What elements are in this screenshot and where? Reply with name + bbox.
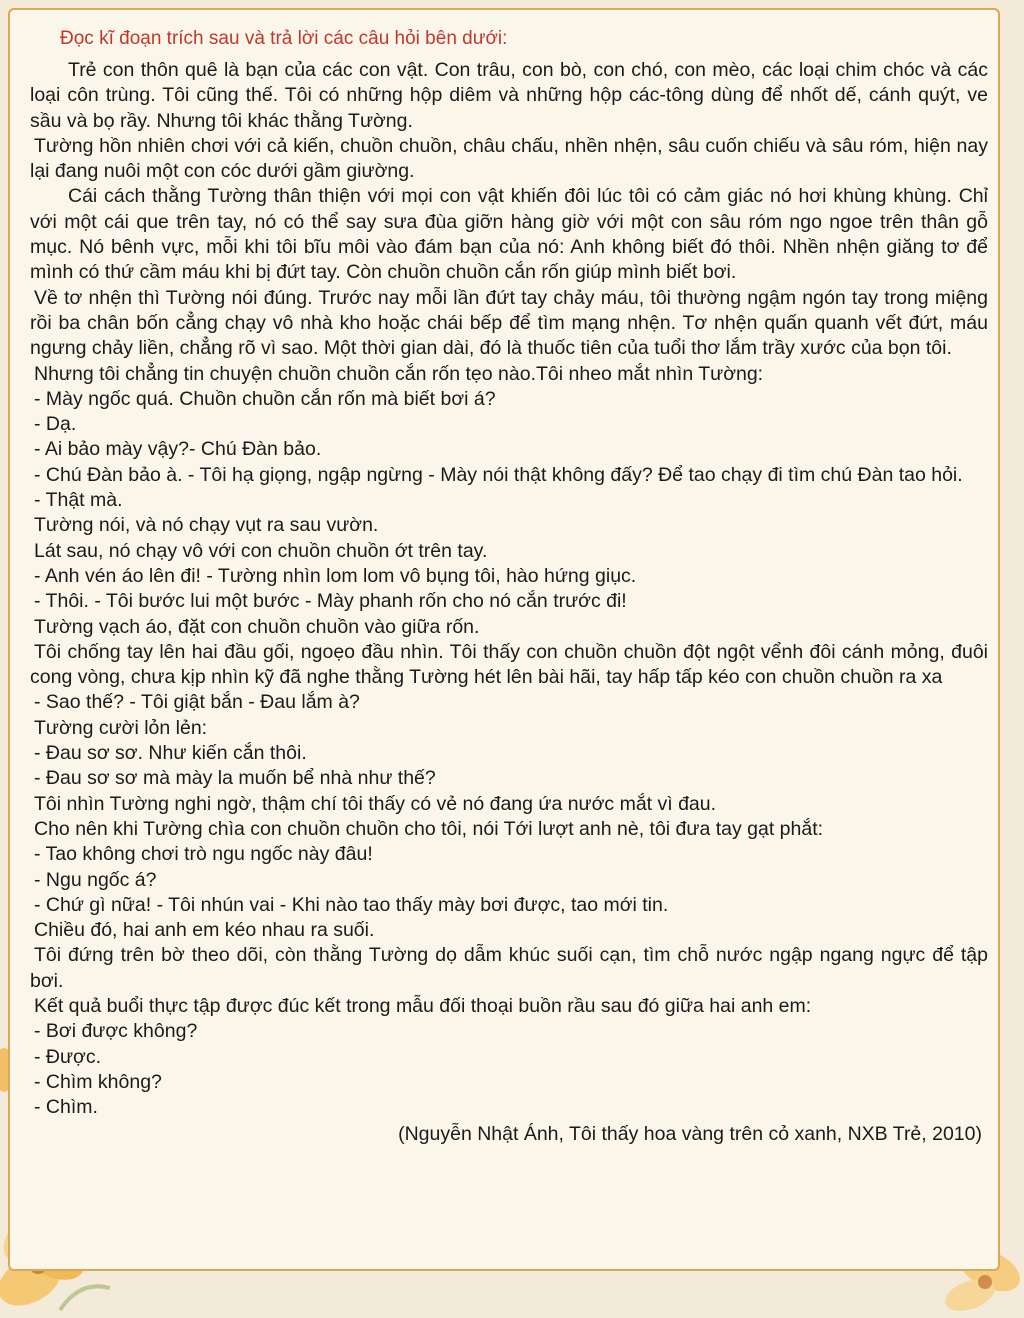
paragraph: Tôi đứng trên bờ theo dõi, còn thằng Tường dọ dẫm khúc suối cạn, tìm chỗ nước ngập ngang ngực để tập bơi. — [30, 944, 988, 992]
paragraph: Chiều đó, hai anh em kéo nhau ra suối. — [34, 919, 375, 942]
dialogue-line: - Đau sơ sơ mà mày la muốn bể nhà như thế? — [34, 767, 436, 790]
paragraph: Trẻ con thôn quê là bạn của các con vật. Con trâu, con bò, con chó, con mèo, các loại chim chóc và các loại côn trùng. Tôi cũng thế. Tôi có những hộp diêm và những hộp các-tông dùng để nhốt dế, cánh quýt, ve sầu và bọ rầy. Nhưng tôi khác thằng Tường. — [30, 59, 988, 132]
dialogue-line: - Thôi. - Tôi bước lui một bước - Mày phanh rốn cho nó cắn trước đi! — [34, 590, 627, 613]
paragraph: Về tơ nhện thì Tường nói đúng. Trước nay mỗi lần đứt tay chảy máu, tôi thường ngậm ngón tay trong miệng rồi ba chân bốn cẳng chạy vô nhà kho hoặc chái bếp để tìm mạng nhện. Tơ nhện quấn quanh vết đứt, máu ngưng chảy liền, chẳng rõ vì sao. Một thời gian dài, đó là thuốc tiên của tuổi thơ lắm trầy xước của bọn tôi. — [30, 286, 988, 360]
paragraph: Tôi nhìn Tường nghi ngờ, thậm chí tôi thấy có vẻ nó đang ứa nước mắt vì đau. — [34, 792, 717, 815]
paragraph: Cho nên khi Tường chìa con chuồn chuồn cho tôi, nói Tới lượt anh nè, tôi đưa tay gạt phắt: — [34, 817, 824, 840]
paragraph: Tường nói, và nó chạy vụt ra sau vườn. — [34, 514, 379, 537]
paragraph: Cái cách thằng Tường thân thiện với mọi con vật khiến đôi lúc tôi có cảm giác nó hơi khùng khùng. Chỉ với một cái que trên tay, nó có thể say sưa đùa giỡn hàng giờ với một con sâu róm ngo ngoe trên thân gỗ mục. Nó bênh vực, mỗi khi tôi bĩu môi vào đám bạn của nó: Anh không biết đó thôi. Nhền nhện giăng tơ để mình có thứ cầm máu khi bị đứt tay. Còn chuồn chuồn cắn rốn giúp mình biết bơi. — [30, 185, 988, 284]
paragraph: Tường vạch áo, đặt con chuồn chuồn vào giữa rốn. — [34, 615, 480, 638]
dialogue-line: - Chú Đàn bảo à. - Tôi hạ giọng, ngập ngừng - Mày nói thật không đấy? Để tao chạy đi tìm chú Đàn tao hỏi. — [34, 463, 963, 486]
source-citation: (Nguyễn Nhật Ánh, Tôi thấy hoa vàng trên cỏ xanh, NXB Trẻ, 2010) — [398, 1123, 982, 1146]
dialogue-line: - Dạ. — [34, 413, 77, 436]
dialogue-line: - Mày ngốc quá. Chuồn chuồn cắn rốn mà biết bơi á? — [34, 387, 496, 410]
paragraph: Kết quả buổi thực tập được đúc kết trong mẫu đối thoại buồn rầu sau đó giữa hai anh em: — [34, 994, 812, 1017]
instruction-heading: Đọc kĩ đoạn trích sau và trả lời các câu hỏi bên dưới: — [60, 28, 508, 49]
dialogue-line: - Ai bảo mày vậy?- Chú Đàn bảo. — [34, 438, 322, 461]
dialogue-line: - Ngu ngốc á? — [34, 868, 157, 891]
dialogue-line: - Đau sơ sơ. Như kiến cắn thôi. — [34, 742, 307, 765]
dialogue-line: - Chứ gì nữa! - Tôi nhún vai - Khi nào tao thấy mày bơi được, tao mới tin. — [34, 893, 669, 916]
document-body — [30, 18, 988, 1148]
dialogue-line: - Thật mà. — [34, 489, 123, 512]
paragraph: Nhưng tôi chẳng tin chuyện chuồn chuồn cắn rốn tẹo nào.Tôi nheo mắt nhìn Tường: — [34, 362, 764, 385]
dialogue-line: - Anh vén áo lên đi! - Tường nhìn lom lom vô bụng tôi, hào hứng giục. — [34, 564, 637, 587]
dialogue-line: - Bơi được không? — [34, 1020, 198, 1043]
paragraph: Tường hồn nhiên chơi với cả kiến, chuồn chuồn, châu chấu, nhền nhện, sâu cuốn chiếu và sâu róm, hiện nay lại đang nuôi một con cóc dưới gầm giường. — [30, 134, 988, 183]
paragraph: Tôi chống tay lên hai đầu gối, ngoẹo đầu nhìn. Tôi thấy con chuồn chuồn đột ngột vểnh đôi cánh mỏng, đuôi cong vòng, chưa kịp nhìn kỹ đã nghe thằng Tường hét lên bài hãi, tay hấp tấp kéo con chuồn chuồn ra xa — [30, 640, 988, 689]
dialogue-line: - Chìm. — [34, 1096, 98, 1119]
dialogue-line: - Sao thế? - Tôi giật bắn - Đau lắm à? — [34, 691, 360, 714]
dialogue-line: - Tao không chơi trò ngu ngốc này đâu! — [34, 843, 373, 866]
dialogue-line: - Được. — [34, 1045, 102, 1068]
dialogue-line: - Chìm không? — [34, 1070, 162, 1093]
paragraph: Tường cười lỏn lẻn: — [34, 716, 208, 739]
paragraph: Lát sau, nó chạy vô với con chuồn chuồn ớt trên tay. — [34, 539, 488, 562]
